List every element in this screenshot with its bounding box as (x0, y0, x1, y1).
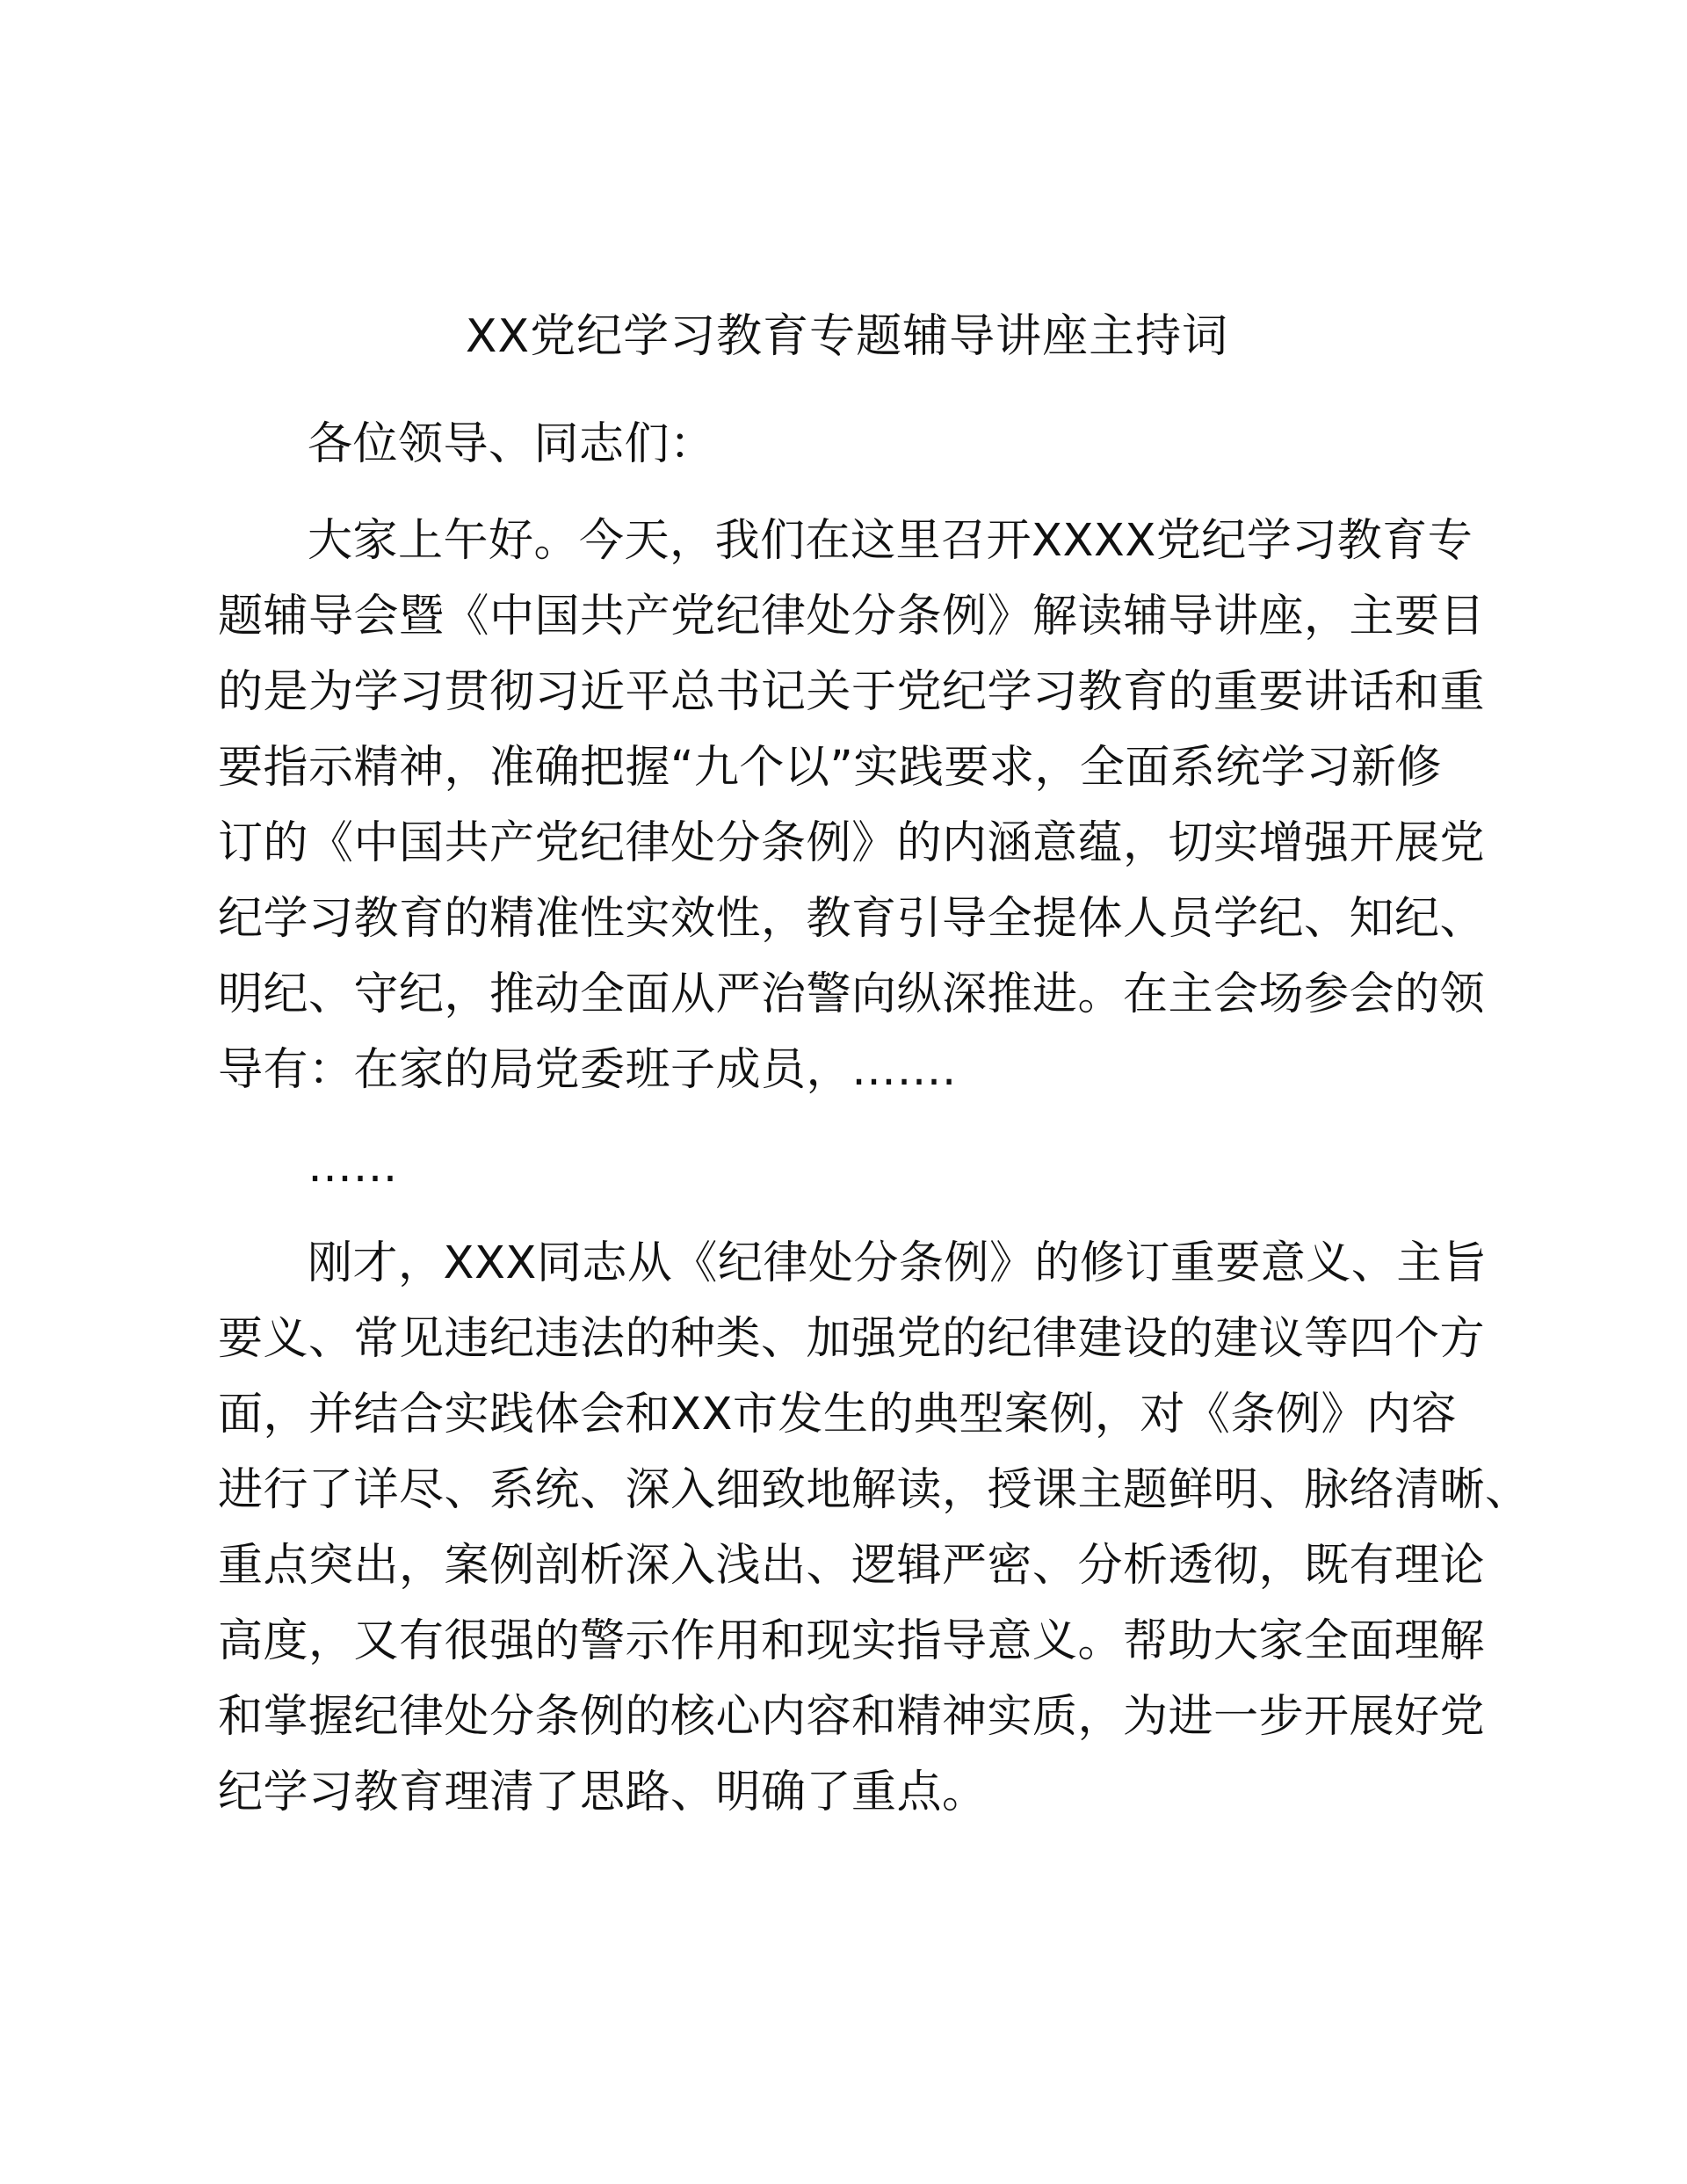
paragraph-line: 明纪、守纪，推动全面从严治警向纵深推进。在主会场参会的领 (218, 969, 1486, 1020)
paragraph-line: 高度，又有很强的警示作用和现实指导意义。帮助大家全面理解 (218, 1615, 1486, 1667)
paragraph-opening (218, 504, 1486, 1108)
paragraph-line: 进行了详尽、系统、深入细致地解读，授课主题鲜明、脉络清晰、 (218, 1464, 1531, 1516)
paragraph-line: 导有：在家的局党委班子成员，……. (218, 1044, 957, 1096)
paragraph-line: 重点突出，案例剖析深入浅出、逻辑严密、分析透彻，既有理论 (218, 1540, 1486, 1592)
paragraph-line: 面，并结合实践体会和XX市发生的典型案例，对《条例》内容 (218, 1389, 1457, 1440)
document-title: XX党纪学习教育专题辅导讲座主持词 (465, 310, 1229, 363)
paragraph-line: 和掌握纪律处分条例的核心内容和精神实质，为进一步开展好党 (218, 1691, 1486, 1743)
paragraph-line: 要指示精神，准确把握“九个以”实践要求，全面系统学习新修 (218, 742, 1442, 794)
paragraph-line: 要义、常见违纪违法的种类、加强党的纪律建设的建议等四个方 (218, 1313, 1486, 1365)
paragraph-line: 题辅导会暨《中国共产党纪律处分条例》解读辅导讲座，主要目 (218, 591, 1486, 642)
paragraph-line: 刚才，XXX同志从《纪律处分条例》的修订重要意义、主旨 (308, 1237, 1488, 1289)
paragraph-line: 纪学习教育的精准性实效性，教育引导全提体人员学纪、知纪、 (218, 893, 1486, 945)
ellipsis-line: …… (308, 1141, 398, 1193)
paragraph-summary (218, 1226, 1531, 1831)
salutation: 各位领导、同志们： (308, 418, 715, 470)
paragraph-line: 大家上午好。今天，我们在这里召开XXXX党纪学习教育专 (308, 515, 1473, 567)
document-body (218, 299, 1531, 1852)
paragraph-line: 的是为学习贯彻习近平总书记关于党纪学习教育的重要讲话和重 (218, 666, 1486, 718)
paragraph-line: 订的《中国共产党纪律处分条例》的内涵意蕴，切实增强开展党 (218, 817, 1486, 869)
paragraph-line: 纪学习教育理清了思路、明确了重点。 (218, 1767, 988, 1818)
